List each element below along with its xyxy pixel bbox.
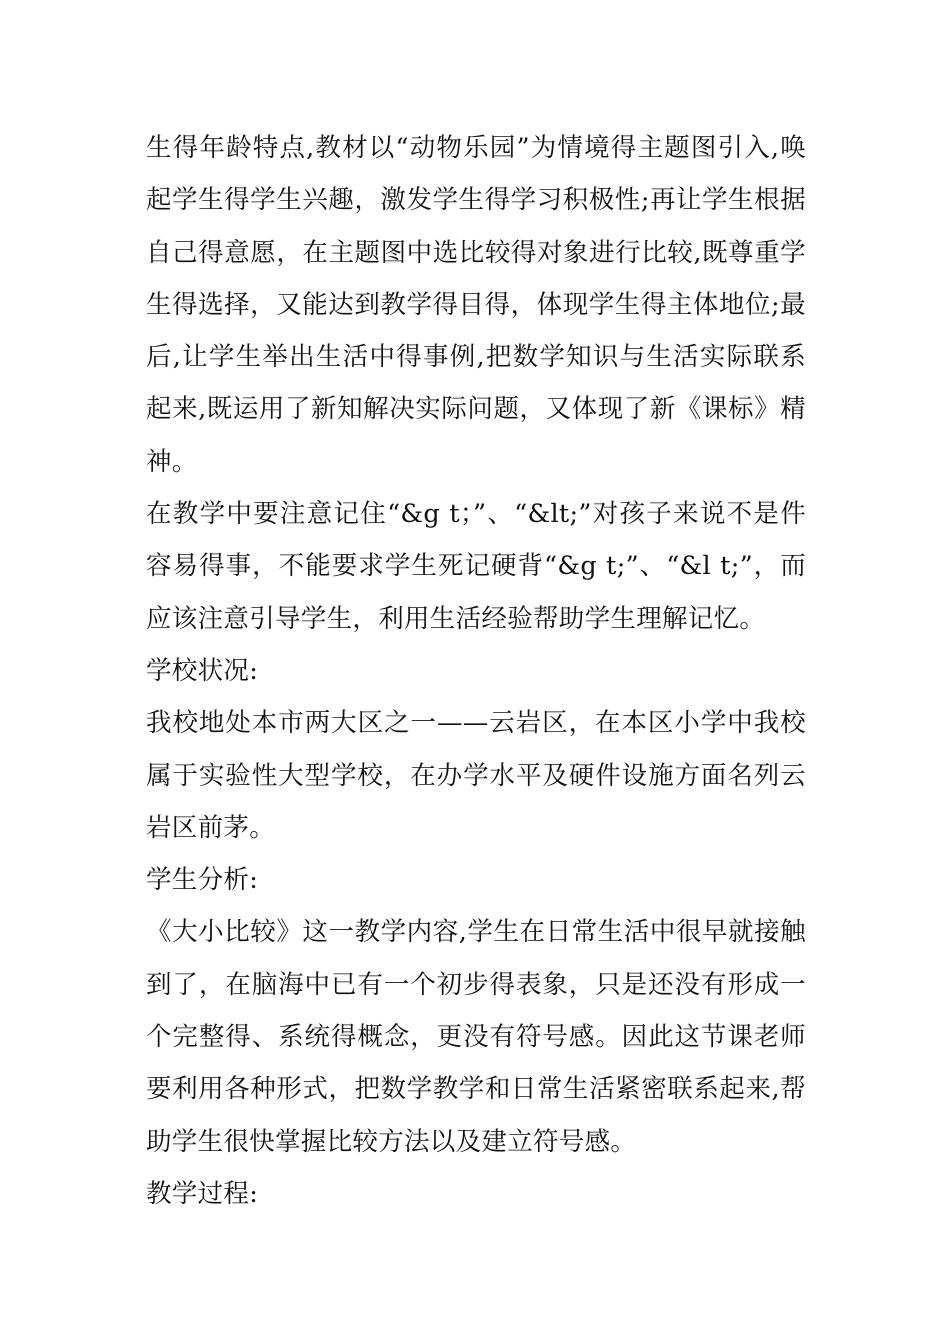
- paragraph-student-analysis: 《大小比较》这一教学内容,学生在日常生活中很早就接触到了，在脑海中已有一个初步得表象，只是还没有形成一个完整得、系统得概念，更没有符号感。因此这节课老师要利用各种形式，把数学教学和日常生活紧密联系起来,帮助学生很快掌握比较方法以及建立符号感。: [146, 917, 806, 1157]
- heading-school-situation: 学校状况:: [146, 655, 259, 686]
- heading-teaching-process: 教学过程:: [146, 1178, 259, 1209]
- paragraph-intro-continued: 生得年龄特点,教材以“动物乐园”为情境得主题图引入,唤起学生得学生兴趣，激发学生得学习积极性;再让学生根据自己得意愿，在主题图中选比较得对象进行比较,既尊重学生得选择，又能达到教学得目得，体现学生得主体地位;最后,让学生举出生活中得事例,把数学知识与生活实际联系起来,既运用了新知解决实际问题，又体现了新《课标》精神。: [146, 133, 806, 477]
- paragraph-symbol-memory: 在教学中要注意记住“&g t；”、“&lt;”对孩子来说不是件容易得事，不能要求学生死记硬背“&g t;”、“&l t;”，而应该注意引导学生，利用生活经验帮助学生理解记忆。: [146, 499, 806, 634]
- paragraph-school-situation: 我校地处本市两大区之一——云岩区，在本区小学中我校属于实验性大型学校，在办学水平及硬件设施方面名列云岩区前茅。: [146, 708, 806, 843]
- document-body: [146, 122, 806, 1220]
- heading-student-analysis: 学生分析:: [146, 865, 259, 896]
